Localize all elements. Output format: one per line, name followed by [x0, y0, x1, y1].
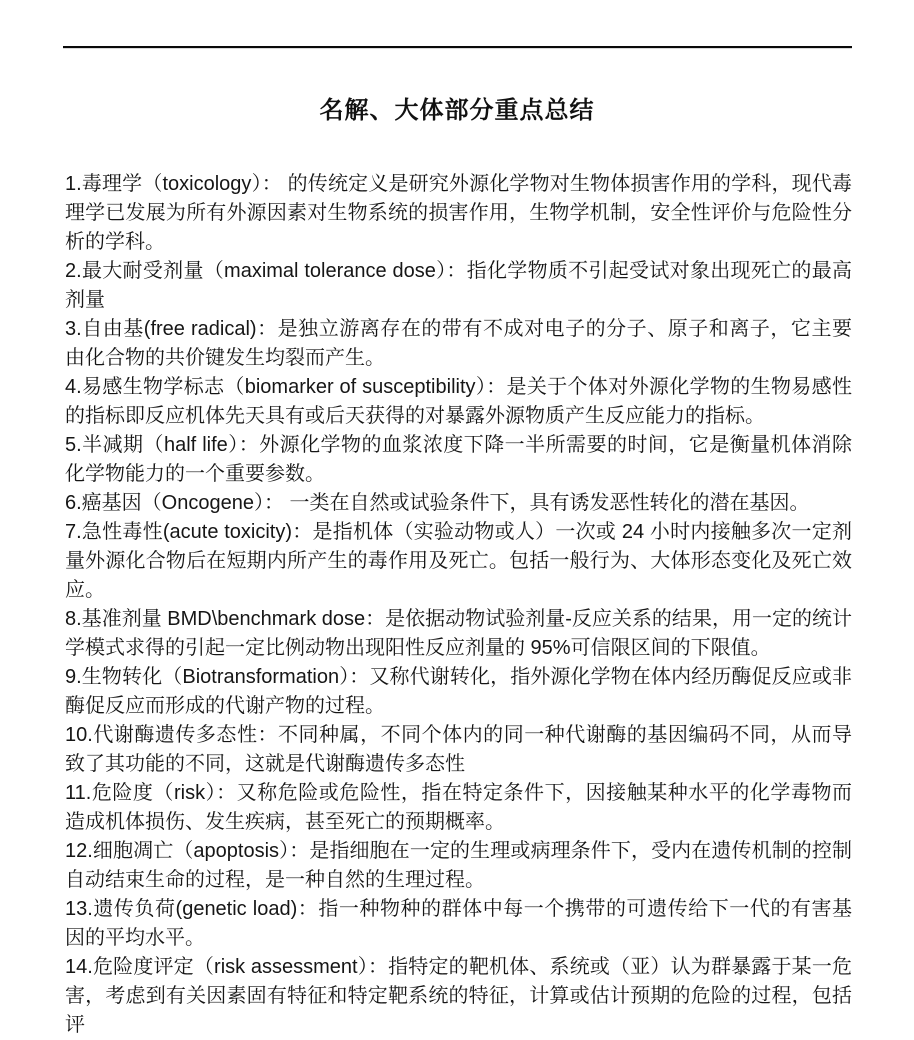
definition-item-6: 6.癌基因（Oncogene）： 一类在自然或试验条件下，具有诱发恶性转化的潜在基因。: [65, 492, 810, 514]
definition-item-12: 12.细胞凋亡（apoptosis）：是指细胞在一定的生理或病理条件下，受内在遗传机制的控制自动结束生命的过程，是一种自然的生理过程。: [65, 840, 852, 891]
document-body: [65, 170, 852, 1040]
definition-item-14: 14.危险度评定（risk assessment）：指特定的靶机体、系统或（亚）认为群暴露于某一危害，考虑到有关因素固有特征和特定靶系统的特征，计算或估计预期的危险的过程，包括评: [65, 956, 852, 1036]
definition-item-4: 4.易感生物学标志（biomarker of susceptibility）：是关于个体对外源化学物的生物易感性的指标即反应机体先天具有或后天获得的对暴露外源物质产生反应能力的指标。: [65, 376, 852, 427]
definition-item-7: 7.急性毒性(acute toxicity)：是指机体（实验动物或人）一次或 24 小时内接触多次一定剂量外源化合物后在短期内所产生的毒作用及死亡。包括一般行为、大体形态变化及死亡效应。: [65, 521, 852, 601]
header-divider: [63, 46, 852, 49]
definition-item-10: 10.代谢酶遗传多态性：不同种属，不同个体内的同一种代谢酶的基因编码不同，从而导致了其功能的不同，这就是代谢酶遗传多态性: [65, 724, 852, 775]
definition-item-3: 3.自由基(free radical)：是独立游离存在的带有不成对电子的分子、原子和离子，它主要由化合物的共价键发生均裂而产生。: [65, 318, 852, 369]
definition-item-13: 13.遗传负荷(genetic load)：指一种物种的群体中每一个携带的可遗传给下一代的有害基因的平均水平。: [65, 898, 852, 949]
definition-item-1: 1.毒理学（toxicology）： 的传统定义是研究外源化学物对生物体损害作用的学科，现代毒理学已发展为所有外源因素对生物系统的损害作用，生物学机制，安全性评价与危险性分析的学科。: [65, 173, 852, 253]
definition-item-2: 2.最大耐受剂量（maximal tolerance dose）：指化学物质不引起受试对象出现死亡的最高剂量: [65, 260, 852, 311]
definition-item-9: 9.生物转化（Biotransformation）：又称代谢转化，指外源化学物在体内经历酶促反应或非酶促反应而形成的代谢产物的过程。: [65, 666, 852, 717]
page-title: 名解、大体部分重点总结: [319, 97, 595, 124]
definition-item-11: 11.危险度（risk）：又称危险或危险性，指在特定条件下，因接触某种水平的化学毒物而造成机体损伤、发生疾病，甚至死亡的预期概率。: [65, 782, 852, 833]
definition-item-5: 5.半减期（half life）：外源化学物的血浆浓度下降一半所需要的时间，它是衡量机体消除化学物能力的一个重要参数。: [65, 434, 852, 485]
definition-item-8: 8.基准剂量 BMD\benchmark dose：是依据动物试验剂量-反应关系的结果，用一定的统计学模式求得的引起一定比例动物出现阳性反应剂量的 95%可信限区间的下限值。: [65, 608, 852, 659]
